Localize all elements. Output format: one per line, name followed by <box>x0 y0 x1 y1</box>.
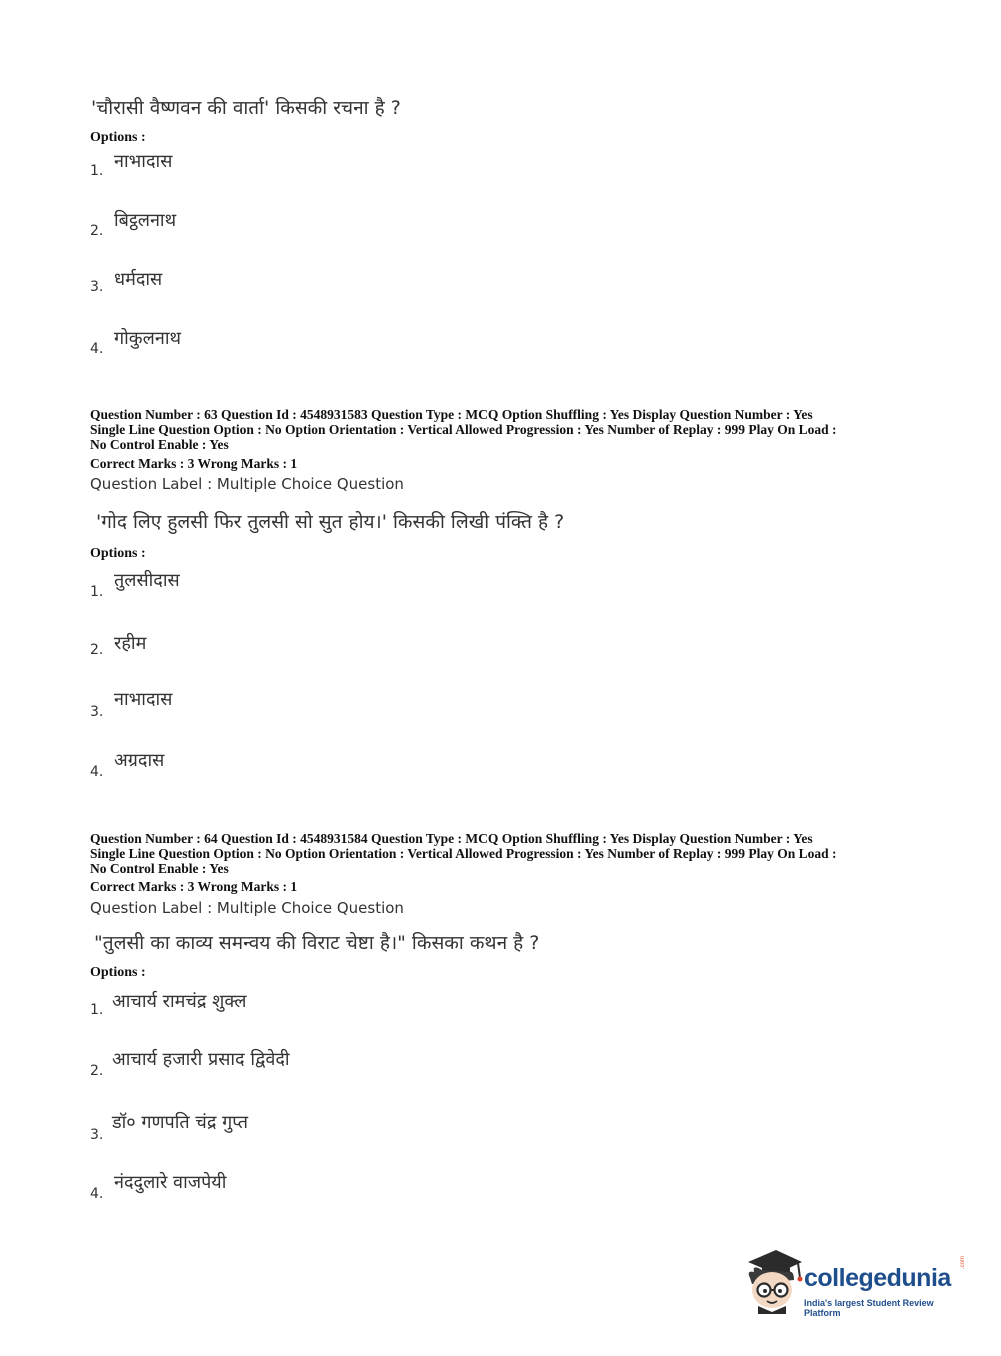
option-number: 2. <box>90 642 104 658</box>
marks-63: Correct Marks : 3 Wrong Marks : 1 <box>90 456 298 471</box>
option-number: 3. <box>90 279 104 295</box>
question-text-63: 'गोद लिए हुलसी फिर तुलसी सो सुत होय।' किसकी लिखी पंक्ति है ? <box>96 511 565 533</box>
options-label-1: Options : <box>90 130 146 145</box>
option-text: नंददुलारे वाजपेयी <box>114 1172 227 1193</box>
option-number: 2. <box>90 223 104 239</box>
option-number: 2. <box>90 1063 104 1079</box>
logo-tagline: India's largest Student Review Platform <box>804 1298 934 1318</box>
option-text: बिट्ठलनाथ <box>114 210 177 231</box>
meta-line: No Control Enable : Yes <box>90 861 229 876</box>
option-text: आचार्य हजारी प्रसाद द्विवेदी <box>112 1049 290 1070</box>
meta-line: Single Line Question Option : No Option Orientation : Vertical Allowed Progression : Yes Number of Replay : 999 Play On Load : <box>90 422 837 437</box>
meta-line: Question Number : 64 Question Id : 4548931584 Question Type : MCQ Option Shuffling : Yes Display Question Number : Yes <box>90 831 813 846</box>
option-number: 1. <box>90 1002 104 1018</box>
option-text: तुलसीदास <box>114 570 180 591</box>
option-number: 4. <box>90 341 104 357</box>
option-text: नाभादास <box>114 151 173 172</box>
option-text: गोकुलनाथ <box>114 328 181 349</box>
question-text-64: "तुलसी का काव्य समन्वय की विराट चेष्टा है।" किसका कथन है ? <box>94 932 540 954</box>
option-number: 1. <box>90 163 104 179</box>
question-meta-64 <box>90 831 920 876</box>
question-meta-63 <box>90 407 920 452</box>
logo-suffix: .com <box>960 1255 966 1269</box>
option-text: धर्मदास <box>114 269 163 290</box>
meta-line: No Control Enable : Yes <box>90 437 229 452</box>
mascot-icon <box>742 1248 804 1314</box>
option-number: 3. <box>90 1127 104 1143</box>
collegedunia-logo <box>742 1248 972 1316</box>
options-label-64: Options : <box>90 965 146 980</box>
option-text: नाभादास <box>114 689 173 710</box>
meta-line: Single Line Question Option : No Option Orientation : Vertical Allowed Progression : Yes Number of Replay : 999 Play On Load : <box>90 846 837 861</box>
marks-64: Correct Marks : 3 Wrong Marks : 1 <box>90 879 298 894</box>
options-label-63: Options : <box>90 546 146 561</box>
question-label-64: Question Label : Multiple Choice Question <box>90 899 404 917</box>
option-number: 4. <box>90 1186 104 1202</box>
option-text: डॉ० गणपति चंद्र गुप्त <box>112 1112 249 1133</box>
option-number: 1. <box>90 584 104 600</box>
question-text-1: 'चौरासी वैष्णवन की वार्ता' किसकी रचना है ? <box>91 97 401 119</box>
option-text: रहीम <box>114 633 147 654</box>
question-label-63: Question Label : Multiple Choice Question <box>90 475 404 493</box>
option-text: अग्रदास <box>114 750 165 771</box>
option-number: 3. <box>90 704 104 720</box>
meta-line: Question Number : 63 Question Id : 4548931583 Question Type : MCQ Option Shuffling : Yes Display Question Number : Yes <box>90 407 813 422</box>
option-number: 4. <box>90 764 104 780</box>
logo-name: collegedunia <box>804 1264 951 1292</box>
option-text: आचार्य रामचंद्र शुक्ल <box>112 991 247 1012</box>
